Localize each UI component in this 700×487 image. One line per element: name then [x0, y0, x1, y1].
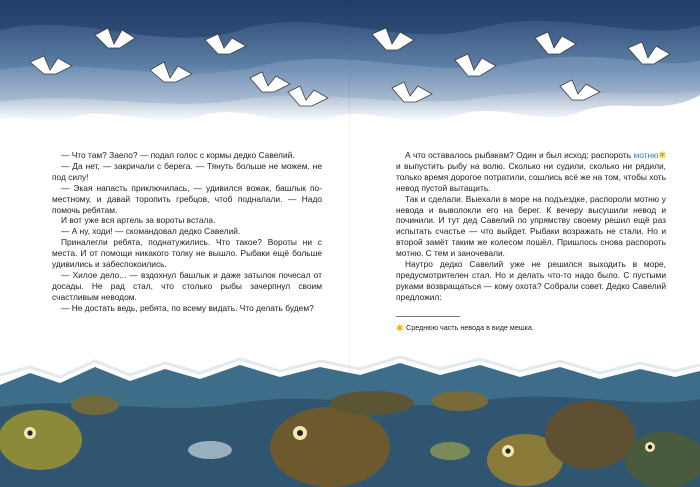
- paragraph: — Не достать ведь, ребята, по всему видать. Что делать будем?: [61, 302, 314, 313]
- paragraph: Наутро дедко Савелий уже не решился выходить в море, предусмотрителен стал. Но и делать что-то надо было. С пустыми руками возвращаться — кому охота? Собрали совет. Дедко Савелий предложил:: [396, 259, 666, 302]
- paragraph: — Экая напасть приключилась, — удивился вожак, башлык по-местному, и давай торопить гребцов, чтоб подналали. — Надо помочь ребятам.: [52, 182, 322, 215]
- paragraph: — Да нет, — закричали с берега. — Тянуть больше не можем, не под силу!: [52, 160, 322, 182]
- sea-illustration: [0, 355, 700, 487]
- paragraph: — А ну, ходи! — скомандовал дедко Савелий.: [61, 226, 241, 237]
- glossary-term[interactable]: мотню: [633, 150, 659, 160]
- left-page-text: [52, 150, 322, 314]
- text-run: А что оставалось рыбакам? Один и был исход: распороть: [405, 150, 634, 160]
- paragraph: [396, 150, 666, 194]
- paragraph: Приналегли ребята, поднатужились. Что такое? Вороты ни с места. И от помощи никакого толку не вышло. Рыбаки ещё больше удивились и забеспокоились.: [52, 237, 322, 270]
- footnote-marker-icon: ✱: [396, 323, 404, 333]
- paragraph: И вот уже вся артель за вороты встала.: [61, 215, 216, 226]
- footnote-marker-icon: ✱: [658, 150, 666, 160]
- paragraph: — Хилое дело... — вздохнул башлык и даже затылок почесал от досады. Не рад стал, что столько рыбы зачерпнул своим счастливым неводом.: [52, 269, 322, 302]
- footnote-text: Среднюю часть невода в виде мешка.: [406, 323, 534, 332]
- footnote-divider: [396, 316, 460, 317]
- paragraph: Так и сделали. Выехали в море на подъездке, распороли мотню у невода и выволокли его на берег. К вечеру высушили невод и починили. И тут дед Савелий по упрямству своему решил ещё раз испытать счастье — что выйдет. Рыбаки возражать не стали. Но и второй замёт таким же колесом пошёл. Пришлось снова распороть мотню. С тем и заночевали.: [396, 193, 666, 259]
- right-page-text: [396, 150, 666, 303]
- paragraph: — Что там? Заело? — подал голос с кормы дедко Савелий.: [61, 150, 295, 160]
- text-run: и выпустить рыбу на волю. Сколько ни судили, сколько ни рядили, только время дорогое потратили, сошлись всё же на том, чтобы хоть невод пустой вытащить.: [396, 160, 666, 193]
